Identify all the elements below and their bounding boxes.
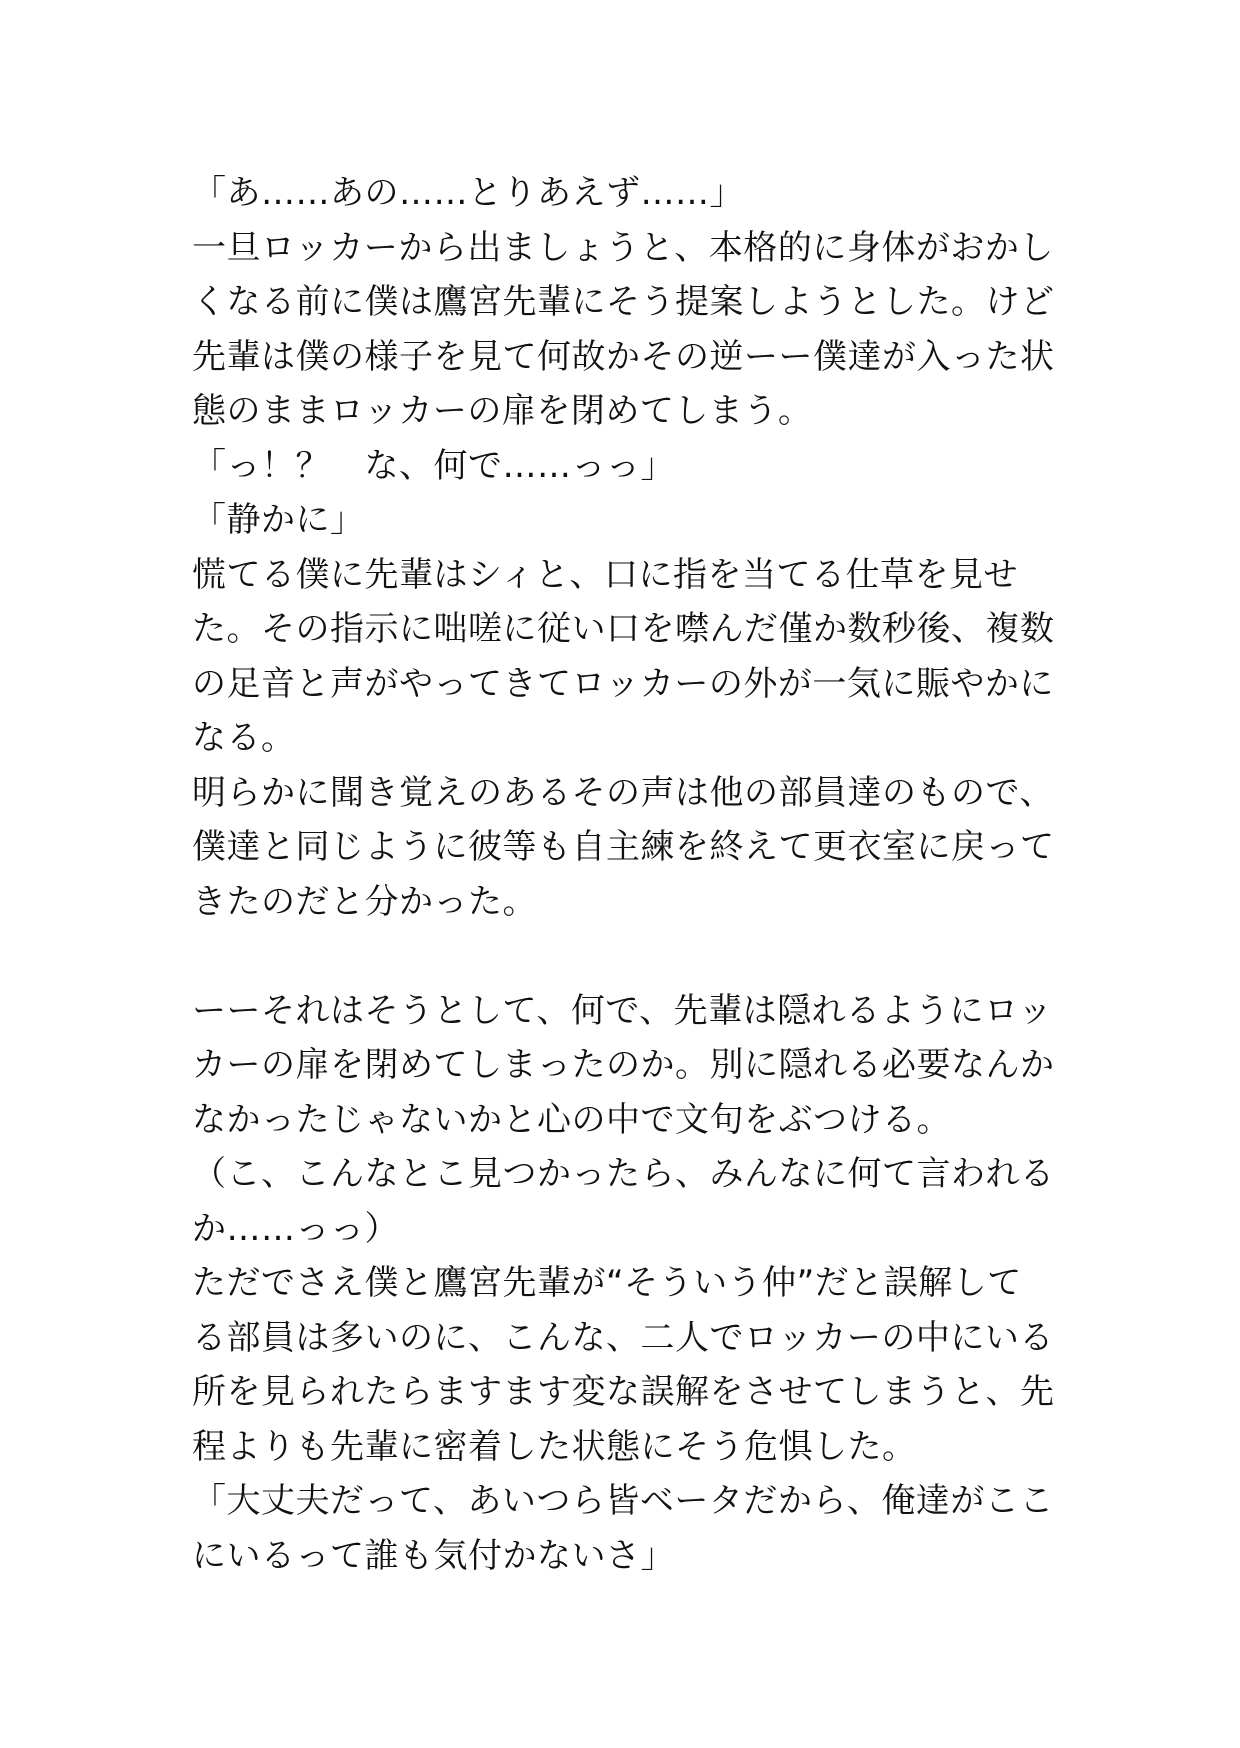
text-line: 所を見られたらますます変な誤解をさせてしまうと、先: [192, 1372, 1055, 1412]
text-line: ーーそれはそうとして、何で、先輩は隠れるようにロッ: [192, 990, 1053, 1031]
blank-line: [192, 929, 1072, 984]
text-line: た。その指示に咄嗟に従い口を噤んだ僅か数秒後、複数: [192, 609, 1055, 649]
text-line: にいるって誰も気付かないさ」: [192, 1535, 675, 1576]
text-line: なかったじゃないかと心の中で文句をぶつける。: [192, 1099, 951, 1140]
text-line: 「っ！？ な、何で……っっ」: [192, 445, 675, 486]
text-line: （こ、こんなとこ見つかったら、みんなに何て言われる: [192, 1154, 1055, 1194]
text-line: 一旦ロッカーから出ましょうと、本格的に身体がおかし: [192, 227, 1054, 268]
text-line: か……っっ）: [192, 1208, 399, 1249]
body-text: [192, 166, 1072, 1583]
text-line: くなる前に僕は鷹宮先輩にそう提案しようとした。けど: [192, 282, 1055, 322]
text-line: 明らかに聞き覚えのあるその声は他の部員達のもので、: [192, 772, 1054, 813]
text-line: なる。: [192, 718, 296, 758]
text-line: 「大丈夫だって、あいつら皆ベータだから、俺達がここ: [192, 1481, 1054, 1521]
text-line: 「静かに」: [192, 500, 365, 540]
text-line: カーの扉を閉めてしまったのか。別に隠れる必要なんか: [192, 1045, 1055, 1085]
text-line: 態のままロッカーの扉を閉めてしまう。: [192, 391, 813, 431]
text-line: 程よりも先輩に密着した状態にそう危惧した。: [192, 1426, 917, 1467]
text-line: きたのだと分かった。: [192, 881, 537, 922]
text-line: の足音と声がやってきてロッカーの外が一気に賑やかに: [192, 663, 1054, 704]
text-line: 「あ……あの……とりあえず……」: [192, 173, 744, 213]
text-line: る部員は多いのに、こんな、二人でロッカーの中にいる: [192, 1317, 1054, 1358]
text-line: 僕達と同じように彼等も自主練を終えて更衣室に戻って: [192, 827, 1055, 867]
text-line: 慌てる僕に先輩はシィと、口に指を当てる仕草を見せ: [192, 554, 1018, 595]
text-line: 先輩は僕の様子を見て何故かその逆ーー僕達が入った状: [192, 336, 1055, 377]
text-line: ただでさえ僕と鷹宮先輩が“そういう仲”だと誤解して: [192, 1263, 1022, 1303]
